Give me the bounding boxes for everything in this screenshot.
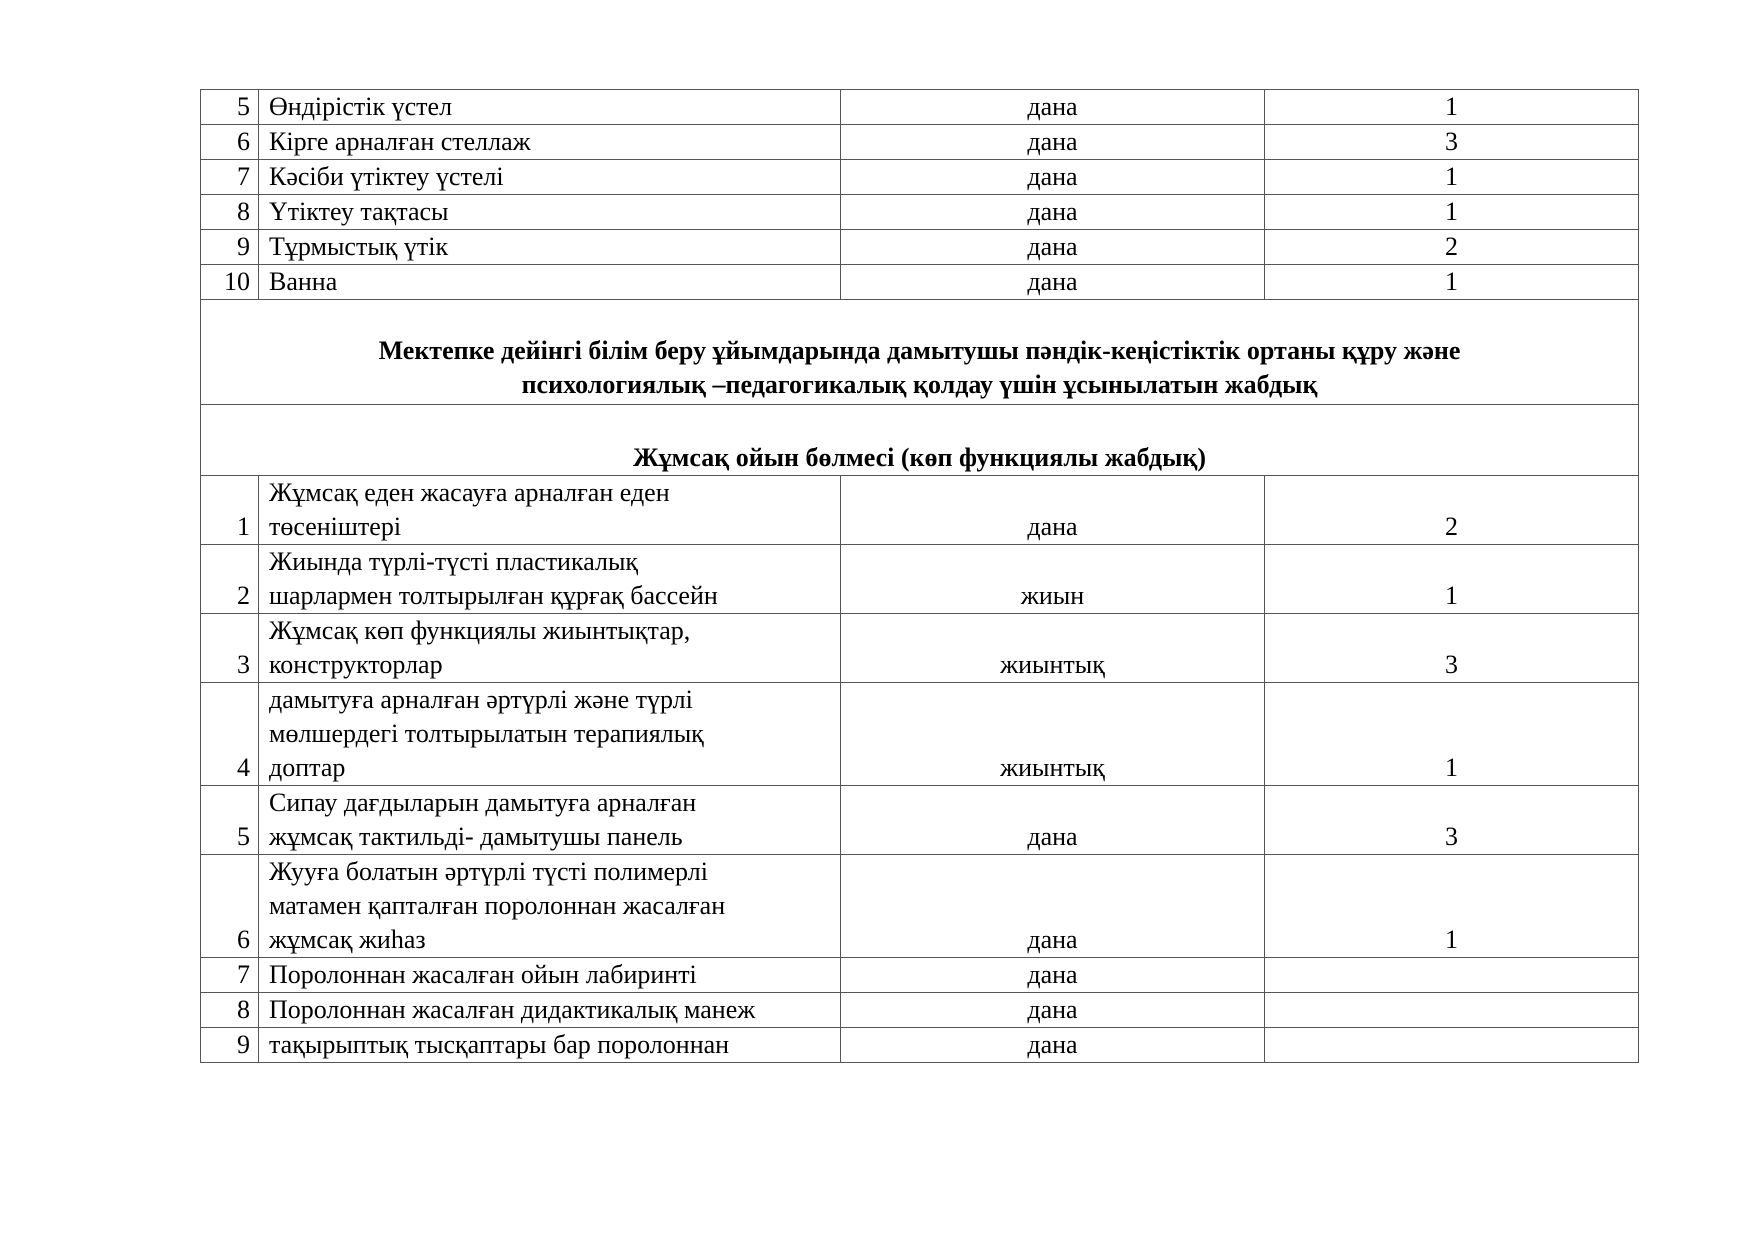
row-number: 6	[201, 855, 259, 958]
item-quantity	[1265, 993, 1639, 1028]
item-name: Кірге арналған стеллаж	[259, 125, 841, 160]
row-number: 10	[201, 265, 259, 300]
table-row	[201, 993, 1639, 1028]
row-number: 5	[201, 786, 259, 855]
item-unit: дана	[841, 195, 1265, 230]
equipment-table	[200, 89, 1639, 1063]
item-quantity: 1	[1265, 855, 1639, 958]
item-unit: жиынтық	[841, 614, 1265, 683]
row-number: 7	[201, 958, 259, 993]
table-row	[201, 195, 1639, 230]
item-unit: дана	[841, 993, 1265, 1028]
item-name-line: Жууға болатын әртүрлі түсті полимерлі	[269, 857, 708, 886]
section-heading-row	[201, 300, 1639, 405]
table-row	[201, 265, 1639, 300]
section-heading-line: Мектепке дейінгі білім беру ұйымдарында дамытушы пәндік-кеңістіктік ортаны құру және	[378, 336, 1461, 365]
row-number: 4	[201, 683, 259, 786]
item-quantity: 1	[1265, 195, 1639, 230]
item-name	[259, 1028, 841, 1063]
item-quantity: 1	[1265, 683, 1639, 786]
item-quantity	[1265, 958, 1639, 993]
item-name: Үтіктеу тақтасы	[259, 195, 841, 230]
item-quantity: 3	[1265, 614, 1639, 683]
item-name: Кәсіби үтіктеу үстелі	[259, 160, 841, 195]
item-quantity: 1	[1265, 545, 1639, 614]
item-quantity: 3	[1265, 125, 1639, 160]
table-row	[201, 476, 1639, 545]
item-name: Тұрмыстық үтік	[259, 230, 841, 265]
item-unit: жиынтық	[841, 683, 1265, 786]
item-name-line: матамен қапталған поролоннан жасалған	[269, 891, 726, 920]
item-unit: дана	[841, 90, 1265, 125]
item-name-line: жұмсақ жиhаз	[269, 925, 426, 954]
row-number: 7	[201, 160, 259, 195]
table-row	[201, 614, 1639, 683]
item-name-line: мөлшердегі толтырылатын терапиялық	[269, 719, 704, 748]
table-row	[201, 230, 1639, 265]
item-unit: дана	[841, 1028, 1265, 1063]
subsection-heading: Жұмсақ ойын бөлмесі (көп функциялы жабдық)	[201, 405, 1639, 476]
row-number: 9	[201, 230, 259, 265]
item-unit: дана	[841, 230, 1265, 265]
row-number: 8	[201, 993, 259, 1028]
row-number: 6	[201, 125, 259, 160]
item-unit: дана	[841, 855, 1265, 958]
row-number: 9	[201, 1028, 259, 1063]
item-name	[259, 855, 841, 958]
table-row	[201, 786, 1639, 855]
item-name-line: конструкторлар	[269, 650, 443, 679]
item-name-line: Жұмсақ көп функциялы жиынтықтар,	[269, 616, 691, 645]
row-number: 5	[201, 90, 259, 125]
item-name: Ванна	[259, 265, 841, 300]
item-name	[259, 683, 841, 786]
row-number: 8	[201, 195, 259, 230]
item-name	[259, 786, 841, 855]
item-name: Өндірістік үстел	[259, 90, 841, 125]
item-name-line: Поролоннан жасалған ойын лабиринті	[269, 960, 697, 989]
item-unit: дана	[841, 476, 1265, 545]
item-name-line: Жұмсақ еден жасауға арналған еден	[269, 478, 670, 507]
item-name-line: Поролоннан жасалған дидактикалық манеж	[269, 995, 756, 1024]
table-row	[201, 855, 1639, 958]
item-quantity: 3	[1265, 786, 1639, 855]
item-unit: дана	[841, 958, 1265, 993]
item-name	[259, 614, 841, 683]
item-quantity: 1	[1265, 265, 1639, 300]
table-row	[201, 958, 1639, 993]
item-name-line: доптар	[269, 753, 346, 782]
item-name	[259, 958, 841, 993]
item-name	[259, 476, 841, 545]
item-name-line: жұмсақ тактильді- дамытушы панель	[269, 822, 683, 851]
item-quantity: 2	[1265, 230, 1639, 265]
table-row	[201, 90, 1639, 125]
item-quantity	[1265, 1028, 1639, 1063]
row-number: 1	[201, 476, 259, 545]
table-row	[201, 1028, 1639, 1063]
table-row	[201, 545, 1639, 614]
item-name-line: төсеніштері	[269, 512, 402, 541]
item-unit: дана	[841, 125, 1265, 160]
item-name-line: шарлармен толтырылған құрғақ бассейн	[269, 581, 718, 610]
section-heading-line: психологиялық –педагогикалық қолдау үшін ұсынылатын жабдық	[521, 370, 1318, 399]
item-name-line: тақырыптық тысқаптары бар поролоннан	[269, 1030, 730, 1059]
item-quantity: 1	[1265, 90, 1639, 125]
row-number: 3	[201, 614, 259, 683]
item-name-line: дамытуға арналған әртүрлі және түрлі	[269, 685, 693, 714]
item-name-line: Жиында түрлі-түсті пластикалық	[269, 547, 639, 576]
item-unit: дана	[841, 786, 1265, 855]
subsection-heading-row	[201, 405, 1639, 476]
item-name-line: Сипау дағдыларын дамытуға арналған	[269, 788, 697, 817]
row-number: 2	[201, 545, 259, 614]
table-row	[201, 125, 1639, 160]
item-quantity: 1	[1265, 160, 1639, 195]
table-row	[201, 683, 1639, 786]
section-heading	[201, 300, 1639, 405]
item-unit: дана	[841, 160, 1265, 195]
item-unit: жиын	[841, 545, 1265, 614]
item-unit: дана	[841, 265, 1265, 300]
table-row	[201, 160, 1639, 195]
item-name	[259, 545, 841, 614]
item-quantity: 2	[1265, 476, 1639, 545]
item-name	[259, 993, 841, 1028]
